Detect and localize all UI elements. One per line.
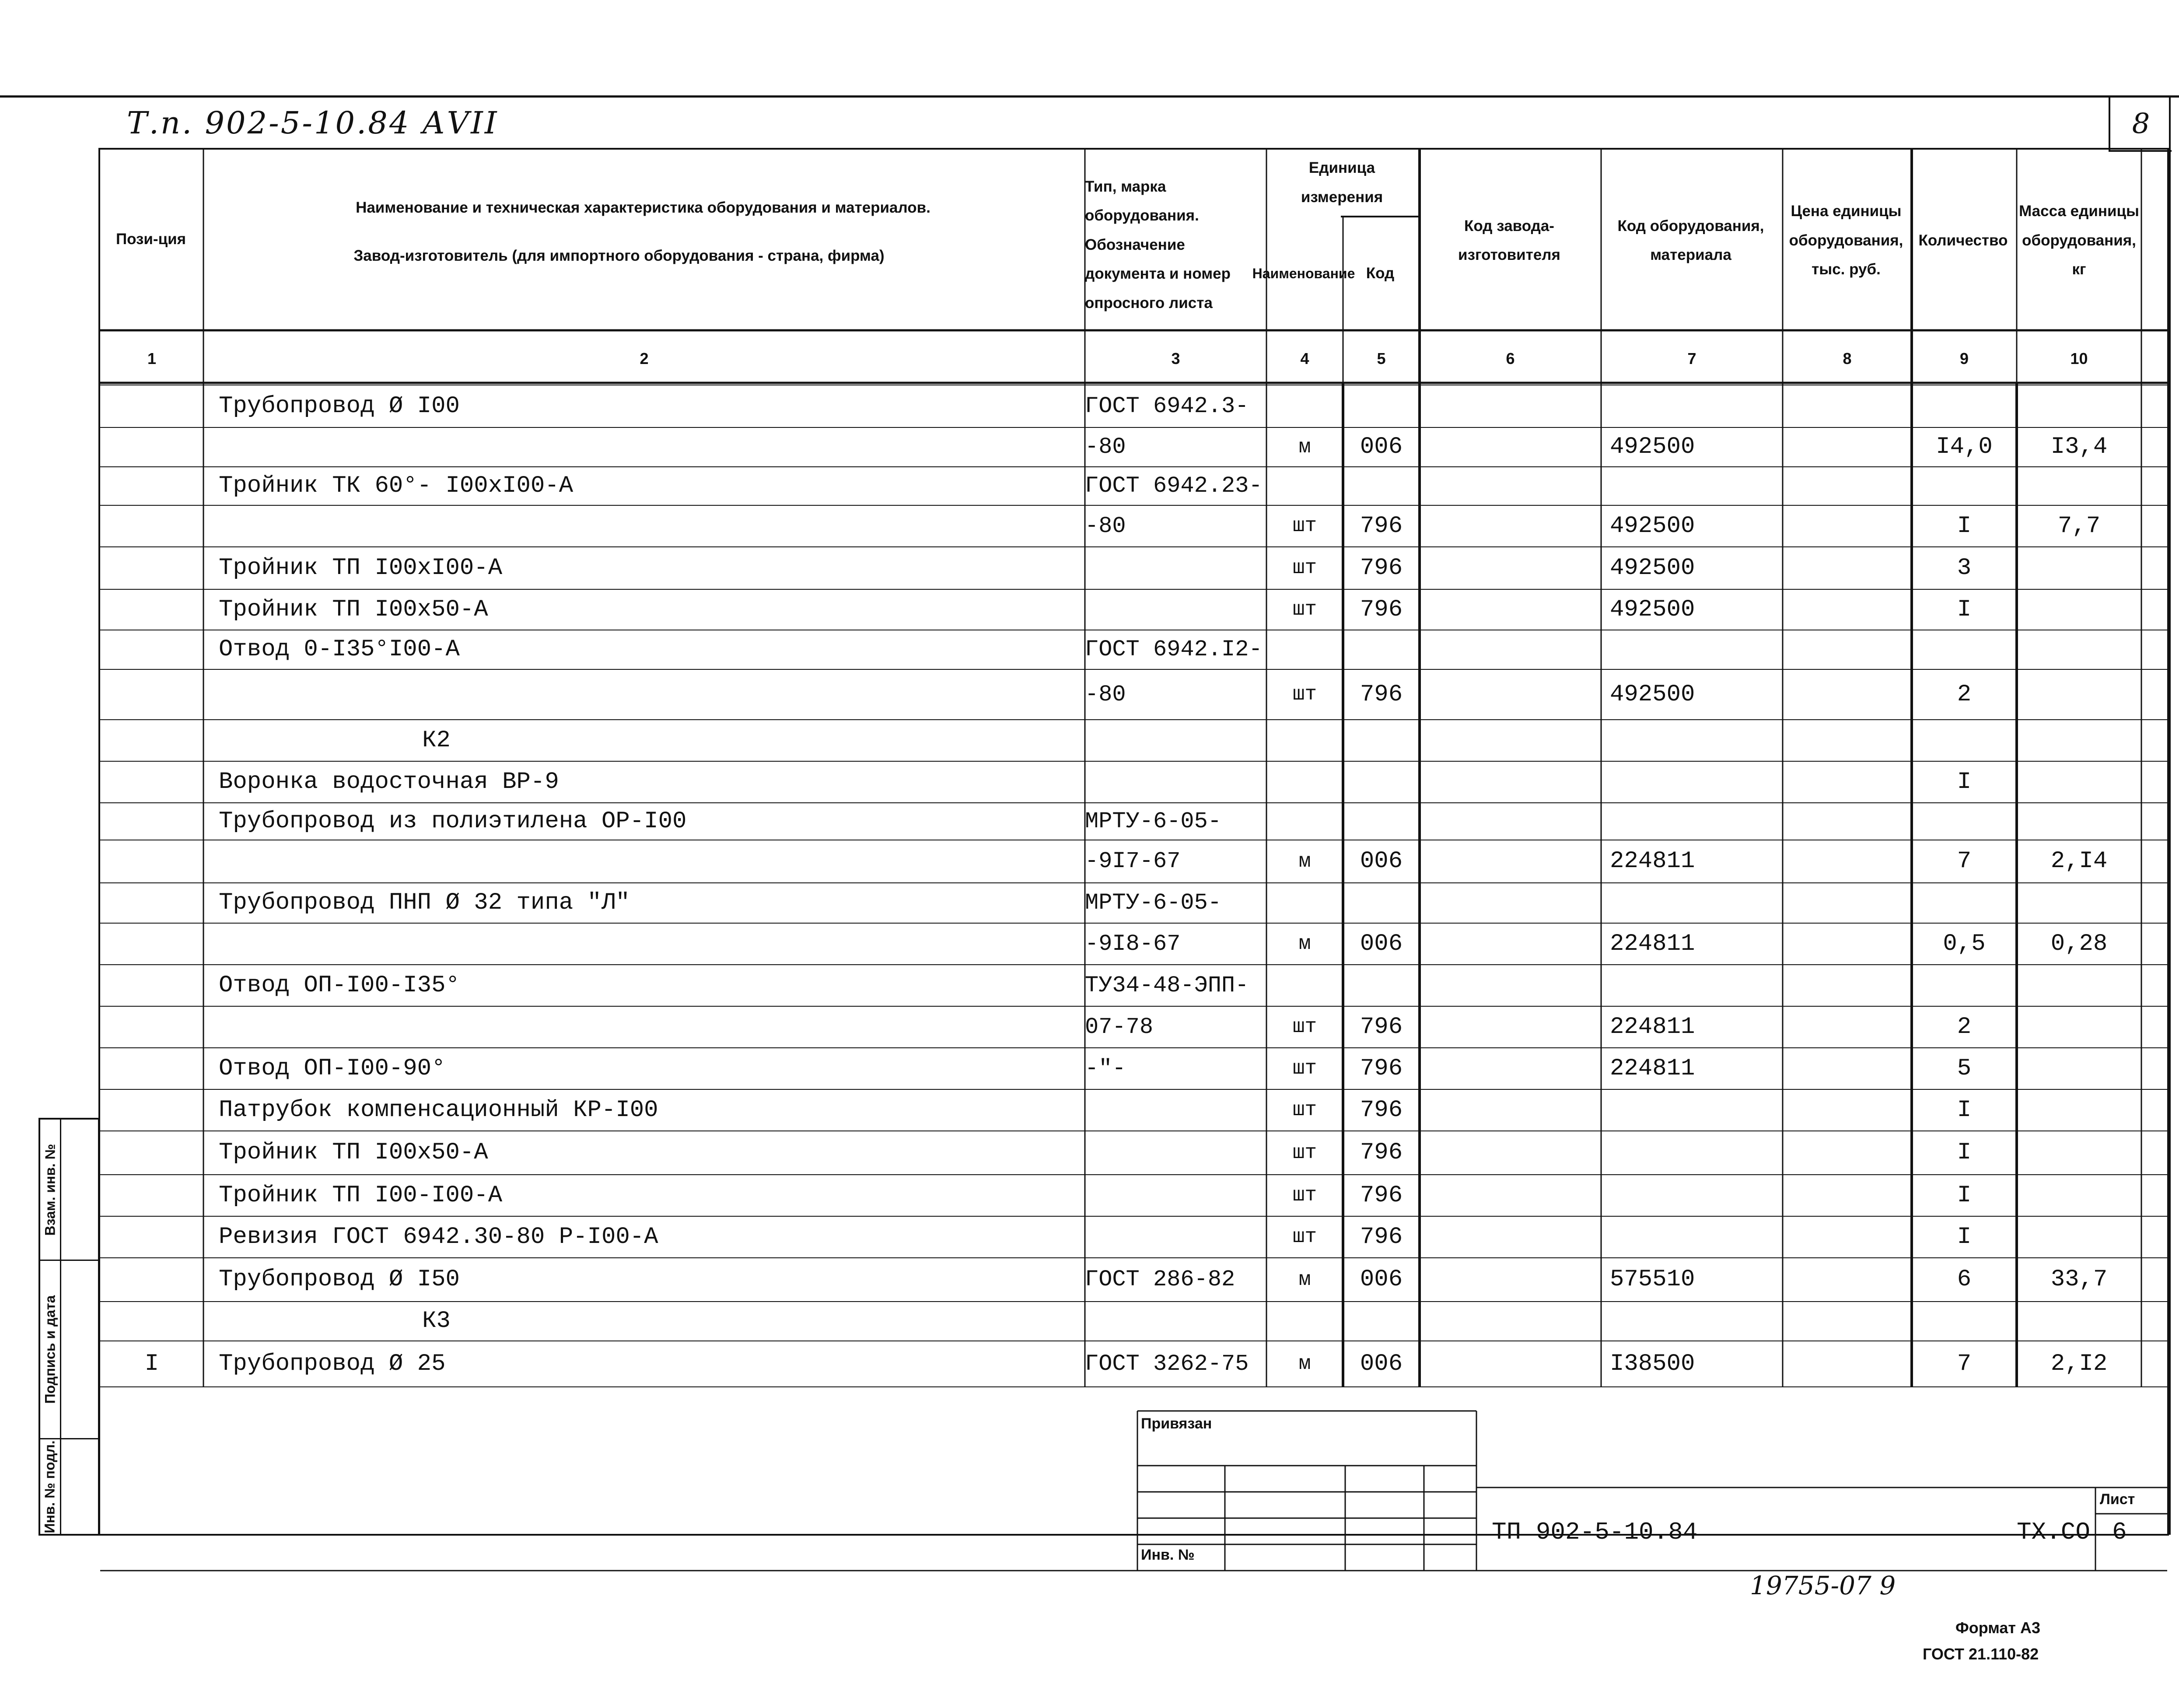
cell-doc: ГОСТ 6942.3- (1085, 393, 1249, 419)
cell-mat (1610, 720, 1781, 761)
cell-unit: м (1298, 850, 1311, 873)
cell-mass (2022, 761, 2136, 803)
cell-mass: 33,7 (2050, 1266, 2108, 1293)
cell-price (1788, 1175, 1906, 1216)
cell-pos (105, 1131, 198, 1175)
cell-price (1788, 1131, 1906, 1175)
cell-mass (2022, 720, 2136, 761)
cell-pos (105, 669, 198, 720)
cell-mass (2022, 1216, 2136, 1258)
cell-plant (1425, 1006, 1596, 1048)
cell-code (1348, 720, 1414, 761)
cell-mat (1610, 467, 1781, 505)
cell-plant (1425, 1341, 1596, 1387)
cell-price (1788, 1006, 1906, 1048)
cell-mass (2022, 1175, 2136, 1216)
cell-price (1788, 630, 1906, 669)
sidebar-inv-label: Инв. № подл. (40, 1439, 61, 1534)
cell-mass (2022, 1006, 2136, 1048)
sidebar-vzam-label: Взам. инв. № (40, 1120, 61, 1260)
cell-code: 006 (1360, 1266, 1403, 1293)
cell-mass: 2,I2 (2050, 1351, 2108, 1377)
cell-code: 006 (1360, 848, 1403, 875)
cell-price (1788, 1258, 1906, 1302)
cell-code (1348, 965, 1414, 1006)
cell-plant (1425, 467, 1596, 505)
handwritten-number: 19755-07 9 (1750, 1571, 1896, 1600)
cell-unit: шт (1292, 598, 1317, 621)
cell-doc (1085, 720, 1266, 761)
cell-doc: ГОСТ 286-82 (1085, 1267, 1235, 1292)
cell-mass (2022, 669, 2136, 720)
column-number: 10 (2070, 350, 2088, 368)
cell-qty: I (1957, 596, 1972, 623)
header-plant-code: Код завода-изготовителя (1458, 217, 1560, 263)
cell-name: Трубопровод из полиэтилена ОР-I00 (219, 808, 687, 835)
cell-plant (1425, 720, 1596, 761)
cell-price (1788, 467, 1906, 505)
cell-code: 796 (1360, 513, 1403, 539)
cell-qty (1917, 1302, 2011, 1341)
cell-unit: шт (1292, 556, 1317, 579)
cell-unit: шт (1292, 1057, 1317, 1080)
cell-mass (2022, 630, 2136, 669)
cell-mat: 575510 (1610, 1266, 1695, 1293)
cell-plant (1425, 803, 1596, 840)
stamp-doc-code: ТП 902-5-10.84 (1492, 1518, 1698, 1546)
cell-name: К3 (422, 1308, 451, 1334)
cell-unit: шт (1292, 1184, 1317, 1207)
cell-mass: 2,I4 (2050, 848, 2108, 875)
cell-plant (1425, 630, 1596, 669)
cell-plant (1425, 1131, 1596, 1175)
cell-doc: -80 (1085, 513, 1126, 539)
cell-name: Тройник ТК 60°- I00xI00-A (219, 472, 574, 499)
cell-mat: 492500 (1610, 434, 1695, 460)
cell-doc: ГОСТ 6942.I2- (1085, 637, 1263, 662)
cell-pos (105, 385, 198, 427)
column-number: 1 (147, 350, 157, 368)
cell-plant (1425, 1175, 1596, 1216)
cell-code (1348, 630, 1414, 669)
cell-mass: 0,28 (2050, 931, 2108, 957)
cell-mat: 224811 (1610, 931, 1695, 957)
cell-doc: -9I7-67 (1085, 848, 1181, 874)
cell-plant (1425, 965, 1596, 1006)
cell-mass (2022, 1131, 2136, 1175)
column-number: 7 (1687, 350, 1696, 368)
cell-mat (1610, 761, 1781, 803)
cell-price (1788, 385, 1906, 427)
cell-code: 796 (1360, 1139, 1403, 1166)
cell-qty: I (1957, 1139, 1972, 1166)
cell-qty (1917, 803, 2011, 840)
cell-price (1788, 505, 1906, 547)
cell-name: Тройник ТП I00x50-A (219, 1139, 488, 1166)
cell-mat (1610, 385, 1781, 427)
cell-name: Отвод 0-I35°I00-A (219, 636, 460, 663)
cell-mat (1610, 883, 1781, 923)
cell-mass (2022, 965, 2136, 1006)
cell-pos (105, 589, 198, 630)
cell-qty: 2 (1957, 681, 1972, 708)
cell-mat (1610, 1175, 1781, 1216)
format-label: Формат А3 (1955, 1619, 2041, 1637)
header-name-line1: Наименование и техническая характеристика оборудования и материалов. (356, 199, 930, 216)
cell-mat (1610, 1216, 1781, 1258)
cell-doc: -"- (1085, 1056, 1126, 1082)
cell-pos (105, 803, 198, 840)
cell-code: 796 (1360, 1055, 1403, 1082)
cell-mass (2022, 1048, 2136, 1089)
cell-pos: I (144, 1351, 159, 1377)
cell-mat: 224811 (1610, 1014, 1695, 1040)
header-price: Цена единицы оборудования, тыс. руб. (1789, 203, 1903, 278)
cell-mat (1610, 965, 1781, 1006)
cell-price (1788, 669, 1906, 720)
cell-pos (105, 1302, 198, 1341)
cell-code: 006 (1360, 931, 1403, 957)
cell-code (1348, 385, 1414, 427)
cell-pos (105, 761, 198, 803)
cell-code (1348, 761, 1414, 803)
cell-plant (1425, 1089, 1596, 1131)
cell-name (219, 669, 1083, 720)
cell-plant (1425, 1258, 1596, 1302)
cell-price (1788, 923, 1906, 965)
header-position: Пози-ция (115, 230, 186, 248)
cell-name: Отвод ОП-I00-I35° (219, 972, 460, 999)
cell-price (1788, 803, 1906, 840)
cell-unit: м (1298, 436, 1311, 458)
cell-mat: 492500 (1610, 555, 1695, 581)
cell-plant (1425, 427, 1596, 467)
cell-price (1788, 589, 1906, 630)
cell-name: Трубопровод Ø I00 (219, 393, 460, 420)
cell-mat: 492500 (1610, 513, 1695, 539)
header-unit-code: Код (1366, 264, 1395, 282)
handwritten-title: Т.п. 902-5-10.84 АVII (127, 105, 499, 141)
cell-qty: I (1957, 1182, 1972, 1209)
cell-price (1788, 427, 1906, 467)
cell-qty (1917, 720, 2011, 761)
cell-price (1788, 1048, 1906, 1089)
cell-unit (1272, 803, 1338, 840)
cell-pos (105, 467, 198, 505)
cell-qty: I (1957, 1097, 1972, 1124)
cell-pos (105, 1216, 198, 1258)
cell-mat (1610, 803, 1781, 840)
cell-pos (105, 1048, 198, 1089)
cell-qty: I (1957, 513, 1972, 539)
cell-name: Тройник ТП I00xI00-A (219, 555, 503, 581)
cell-doc: -80 (1085, 682, 1126, 707)
cell-name (219, 505, 1083, 547)
stamp-privyazan: Привязан (1141, 1415, 1212, 1432)
cell-name: Ревизия ГОСТ 6942.30-80 Р-I00-A (219, 1224, 658, 1250)
cell-mass (2022, 803, 2136, 840)
cell-doc (1085, 589, 1266, 630)
cell-mass (2022, 1089, 2136, 1131)
cell-qty: 2 (1957, 1014, 1972, 1040)
cell-plant (1425, 669, 1596, 720)
cell-doc: МРТУ-6-05- (1085, 890, 1222, 916)
cell-pos (105, 965, 198, 1006)
cell-name (219, 840, 1083, 883)
cell-doc (1085, 761, 1266, 803)
cell-qty: 7 (1957, 1351, 1972, 1377)
header-unit-name: Наименование (1252, 266, 1355, 281)
column-number: 5 (1377, 350, 1386, 368)
cell-price (1788, 1216, 1906, 1258)
cell-unit: шт (1292, 683, 1317, 706)
cell-mass (2022, 1302, 2136, 1341)
cell-price (1788, 1089, 1906, 1131)
cell-qty (1917, 385, 2011, 427)
cell-pos (105, 720, 198, 761)
cell-qty (1917, 883, 2011, 923)
stamp-inv-no: Инв. № (1141, 1547, 1195, 1563)
column-number: 3 (1171, 350, 1180, 368)
cell-code: 796 (1360, 1224, 1403, 1250)
header-quantity: Количество (1918, 231, 2008, 249)
cell-name (219, 427, 1083, 467)
cell-mass (2022, 883, 2136, 923)
cell-mat (1610, 630, 1781, 669)
column-number: 4 (1300, 350, 1309, 368)
cell-unit: м (1298, 932, 1311, 955)
cell-plant (1425, 547, 1596, 589)
cell-pos (105, 840, 198, 883)
cell-name (219, 1006, 1083, 1048)
cell-code: 006 (1360, 434, 1403, 460)
cell-mat (1610, 1089, 1781, 1131)
cell-price (1788, 965, 1906, 1006)
cell-price (1788, 761, 1906, 803)
cell-pos (105, 1175, 198, 1216)
cell-qty: I4,0 (1936, 434, 1993, 460)
cell-plant (1425, 589, 1596, 630)
cell-unit (1272, 965, 1338, 1006)
cell-code (1348, 803, 1414, 840)
cell-qty (1917, 965, 2011, 1006)
cell-pos (105, 547, 198, 589)
cell-name: К2 (422, 727, 451, 754)
cell-doc (1085, 1175, 1266, 1216)
cell-plant (1425, 761, 1596, 803)
cell-name: Отвод ОП-I00-90° (219, 1055, 446, 1082)
header-mass: Масса единицы оборудования, кг (2019, 203, 2139, 278)
cell-name: Патрубок компенсационный КР-I00 (219, 1097, 658, 1124)
cell-qty: 6 (1957, 1266, 1972, 1293)
cell-code: 796 (1360, 681, 1403, 708)
cell-price (1788, 840, 1906, 883)
cell-plant (1425, 1216, 1596, 1258)
cell-name: Тройник ТП I00x50-A (219, 596, 488, 623)
cell-name: Трубопровод Ø I50 (219, 1266, 460, 1293)
cell-code (1348, 883, 1414, 923)
cell-unit: м (1298, 1352, 1311, 1375)
cell-pos (105, 1258, 198, 1302)
sidebar-podpis-label: Подпись и дата (40, 1261, 61, 1438)
cell-qty: 3 (1957, 555, 1972, 581)
cell-code: 796 (1360, 1014, 1403, 1040)
cell-name: Трубопровод ПНП Ø 32 типа "Л" (219, 889, 630, 916)
cell-code (1348, 467, 1414, 505)
cell-plant (1425, 1048, 1596, 1089)
cell-mat (1610, 1131, 1781, 1175)
cell-unit (1272, 883, 1338, 923)
cell-doc: -9I8-67 (1085, 931, 1181, 957)
cell-plant (1425, 883, 1596, 923)
cell-unit: шт (1292, 1099, 1317, 1121)
cell-unit (1272, 385, 1338, 427)
cell-doc: ГОСТ 3262-75 (1085, 1351, 1249, 1377)
cell-pos (105, 630, 198, 669)
cell-doc: ТУ34-48-ЭПП- (1085, 973, 1249, 998)
cell-mat: 492500 (1610, 596, 1695, 623)
cell-doc (1085, 1302, 1266, 1341)
cell-pos (105, 1006, 198, 1048)
gost-label: ГОСТ 21.110-82 (1923, 1645, 2039, 1663)
cell-code (1348, 1302, 1414, 1341)
cell-unit (1272, 630, 1338, 669)
cell-pos (105, 505, 198, 547)
cell-mass (2022, 547, 2136, 589)
cell-mass: I3,4 (2050, 434, 2108, 460)
cell-unit: шт (1292, 1225, 1317, 1248)
stamp-list-label: Лист (2100, 1491, 2135, 1508)
cell-qty: I (1957, 769, 1972, 795)
column-number: 2 (640, 350, 649, 368)
cell-doc (1085, 1131, 1266, 1175)
cell-name: Воронка водосточная ВР-9 (219, 769, 559, 795)
column-number: 9 (1959, 350, 1969, 368)
cell-price (1788, 1302, 1906, 1341)
cell-pos (105, 427, 198, 467)
header-doc-type: Тип, марка оборудования. Обозначение документа и номер опросного листа (1085, 178, 1231, 312)
cell-unit (1272, 467, 1338, 505)
cell-name (219, 923, 1083, 965)
cell-pos (105, 1089, 198, 1131)
cell-plant (1425, 505, 1596, 547)
cell-qty: 7 (1957, 848, 1972, 875)
stamp-mark: ТХ.СО (2017, 1518, 2091, 1546)
cell-unit (1272, 720, 1338, 761)
cell-doc: ГОСТ 6942.23- (1085, 473, 1263, 499)
column-number: 8 (1843, 350, 1852, 368)
header-name-line2: Завод-изготовитель (для импортного оборудования - страна, фирма) (353, 247, 885, 264)
cell-mass (2022, 589, 2136, 630)
cell-name: Тройник ТП I00-I00-A (219, 1182, 503, 1209)
cell-mat: I38500 (1610, 1351, 1695, 1377)
cell-mat (1610, 1302, 1781, 1341)
cell-doc: -80 (1085, 434, 1126, 460)
cell-doc (1085, 1216, 1266, 1258)
cell-qty: I (1957, 1224, 1972, 1250)
cell-plant (1425, 840, 1596, 883)
header-material-code: Код оборудования, материала (1617, 217, 1764, 263)
cell-unit: шт (1292, 1141, 1317, 1164)
cell-price (1788, 1341, 1906, 1387)
cell-plant (1425, 923, 1596, 965)
cell-code: 006 (1360, 1351, 1403, 1377)
cell-doc (1085, 1089, 1266, 1131)
cell-code: 796 (1360, 1097, 1403, 1124)
cell-unit: м (1298, 1268, 1311, 1291)
cell-code: 796 (1360, 1182, 1403, 1209)
cell-qty: 5 (1957, 1055, 1972, 1082)
cell-doc (1085, 547, 1266, 589)
cell-mat: 224811 (1610, 848, 1695, 875)
cell-mat: 492500 (1610, 681, 1695, 708)
cell-mass (2022, 467, 2136, 505)
sheet-number: 8 (2109, 98, 2172, 152)
cell-price (1788, 720, 1906, 761)
cell-unit: шт (1292, 514, 1317, 537)
cell-price (1788, 547, 1906, 589)
cell-name: Трубопровод Ø 25 (219, 1351, 446, 1377)
cell-unit (1272, 761, 1338, 803)
cell-mass: 7,7 (2057, 513, 2101, 539)
cell-mat: 224811 (1610, 1055, 1695, 1082)
cell-plant (1425, 385, 1596, 427)
column-number: 6 (1506, 350, 1515, 368)
cell-plant (1425, 1302, 1596, 1341)
cell-pos (105, 923, 198, 965)
cell-price (1788, 883, 1906, 923)
cell-doc: МРТУ-6-05- (1085, 808, 1222, 834)
cell-code: 796 (1360, 596, 1403, 623)
cell-qty: 0,5 (1943, 931, 1986, 957)
cell-qty (1917, 467, 2011, 505)
cell-code: 796 (1360, 555, 1403, 581)
cell-doc: 07-78 (1085, 1014, 1154, 1040)
stamp-list-value: 6 (2112, 1518, 2127, 1546)
cell-mass (2022, 385, 2136, 427)
cell-qty (1917, 630, 2011, 669)
cell-pos (105, 883, 198, 923)
header-unit-group: Единица измерения (1301, 159, 1383, 206)
cell-unit: шт (1292, 1015, 1317, 1038)
cell-unit (1272, 1302, 1338, 1341)
